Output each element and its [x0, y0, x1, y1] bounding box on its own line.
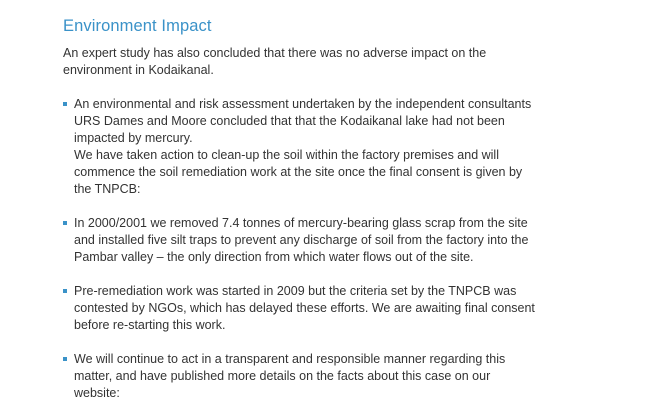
bullet-text-line: URS Dames and Moore concluded that that the Kodaikanal lake had not been: [74, 114, 505, 128]
intro-line: An expert study has also concluded that there was no adverse impact on the: [63, 46, 487, 60]
list-item: [63, 283, 623, 334]
bullet-text-line: impacted by mercury.: [74, 131, 193, 145]
bullet-text-line: An environmental and risk assessment undertaken by the independent consultants: [74, 97, 532, 111]
bullet-text-line: Pambar valley – the only direction from which water flows out of the site.: [74, 250, 474, 264]
bullet-text-line: We will continue to act in a transparent and responsible manner regarding this: [74, 352, 506, 366]
clipped-previous-text: [62, 0, 622, 1]
bullet-square-icon: [63, 289, 67, 293]
bullet-text-line: We have taken action to clean-up the soil within the factory premises and will: [74, 148, 499, 162]
bullet-square-icon: [63, 102, 67, 106]
bullet-square-icon: [63, 221, 67, 225]
bullet-text-line: the TNPCB:: [74, 182, 141, 196]
bullet-text-line: Pre-remediation work was started in 2009 but the criteria set by the TNPCB was: [74, 284, 517, 298]
bullet-text-line: contested by NGOs, which has delayed these efforts. We are awaiting final consent: [74, 301, 535, 315]
environment-impact-section: [63, 15, 623, 402]
list-item: [63, 351, 623, 402]
bullet-text-line: matter, and have published more details on the facts about this case on our: [74, 369, 491, 383]
bullet-text-line: and installed five silt traps to prevent any discharge of soil from the factory into the: [74, 233, 529, 247]
bullet-text-line: website:: [74, 386, 120, 400]
list-item: [63, 96, 623, 198]
bullet-text-line: before re-starting this work.: [74, 318, 226, 332]
list-item: [63, 215, 623, 266]
section-heading: Environment Impact: [63, 17, 212, 35]
bullet-text-line: commence the soil remediation work at the site once the final consent is given by: [74, 165, 523, 179]
bullet-list: [63, 96, 623, 402]
intro-paragraph: [63, 45, 623, 79]
bullet-text-line: In 2000/2001 we removed 7.4 tonnes of mercury-bearing glass scrap from the site: [74, 216, 528, 230]
bullet-square-icon: [63, 357, 67, 361]
intro-line: environment in Kodaikanal.: [63, 63, 214, 77]
